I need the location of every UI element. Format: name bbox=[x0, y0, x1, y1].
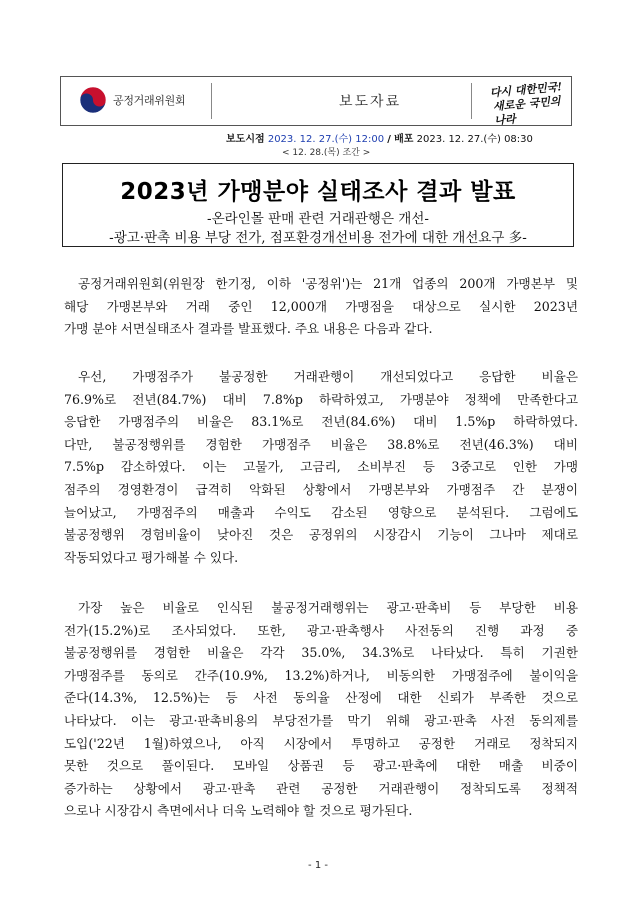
text-line: 가장 높은 비율로 인식된 불공정거래행위는 광고·판촉비 등 부당한 비용 bbox=[78, 600, 578, 615]
release-separator: / bbox=[387, 134, 391, 145]
distribution-value: 2023. 12. 27.(수) 08:30 bbox=[416, 134, 533, 145]
text-line: 가맹점주를 동의로 간주(10.9%, 13.2%)하거나, 비동의한 가맹점주에 불이익을 bbox=[64, 667, 578, 683]
page-title: 2023년 가맹분야 실태조사 결과 발표 bbox=[120, 179, 516, 205]
release-time-label: 보도시점 bbox=[226, 134, 265, 145]
paragraph-2 bbox=[64, 366, 578, 569]
text-line: 못한 것으로 풀이된다. 모바일 상품권 등 광고·판촉에 대한 매출 비중이 bbox=[64, 758, 578, 774]
page-number: - 1 - bbox=[308, 860, 328, 871]
text-line: 다만, 불공정행위를 경험한 가맹점주 비율은 38.8%로 전년(46.3%) 대비 bbox=[64, 436, 578, 452]
text-line: 공정거래위원회(위원장 한기정, 이하 '공정위')는 21개 업종의 200개 가맹본부 및 bbox=[78, 276, 578, 291]
paragraph-3 bbox=[64, 597, 578, 823]
org-name: 공정거래위원회 bbox=[113, 94, 186, 107]
text-line: 도입('22년 1월)하였으나, 아직 시장에서 투명하고 공정한 거래로 정착되지 bbox=[64, 735, 578, 751]
slogan-line1: 다시 대한민국! bbox=[489, 80, 563, 100]
text-line: 우선, 가맹점주가 불공정한 거래관행이 개선되었다고 응답한 비율은 bbox=[78, 369, 578, 384]
taegeuk-emblem-icon bbox=[79, 86, 107, 114]
slogan-line2: 새로운 국민의 나라 bbox=[492, 94, 562, 128]
text-line: 작동되었다고 평가해볼 수 있다. bbox=[64, 549, 239, 565]
text-line: 해당 가맹본부와 거래 중인 12,000개 가맹점을 대상으로 실시한 2023년 bbox=[64, 298, 578, 314]
text-line: 7.5%p 감소하였다. 이는 고물가, 고금리, 소비부진 등 3중고로 인한 가맹 bbox=[64, 459, 578, 475]
text-line: 증가하는 상황에서 광고·판촉 관련 공정한 거래관행이 정착되도록 정책적 bbox=[64, 780, 578, 796]
release-time-value: 2023. 12. 27.(수) 12:00 bbox=[267, 134, 385, 145]
paragraph-1 bbox=[64, 273, 578, 341]
distribution-label: 배포 bbox=[394, 134, 414, 145]
text-line: 76.9%로 전년(84.7%) 대비 7.8%p 하락하였고, 가맹분야 정책에 만족한다고 bbox=[64, 391, 578, 407]
org-logo bbox=[79, 86, 185, 114]
text-line: 나타났다. 이는 광고·판촉비용의 부당전가를 막기 위해 광고·판촉 사전 동의제를 bbox=[64, 712, 578, 728]
header-divider bbox=[211, 83, 212, 119]
doc-type-label: 보도자료 bbox=[339, 94, 402, 110]
release-info bbox=[226, 130, 533, 145]
text-line: 점주의 경영환경이 급격히 악화된 상황에서 가맹본부와 가맹점주 간 분쟁이 bbox=[64, 481, 578, 497]
text-line: 불공정행위를 경험한 비율은 각각 35.0%, 34.3%로 나타났다. 특히 기권한 bbox=[64, 645, 578, 661]
press-header bbox=[60, 76, 572, 126]
slogan bbox=[489, 80, 572, 129]
text-line: 으로나 시장감시 측면에서나 더욱 노력해야 할 것으로 평가된다. bbox=[64, 803, 413, 819]
embargo-note: < 12. 28.(목) 조간 > bbox=[282, 148, 371, 158]
text-line: 불공정행위 경험비율이 낮아진 것은 공정위의 시장감시 기능이 그나마 제대로 bbox=[64, 527, 578, 543]
header-divider bbox=[471, 83, 472, 119]
text-line: 응답한 가맹점주의 비율은 83.1%로 전년(84.6%) 대비 1.5%p 하락하였다. bbox=[64, 414, 578, 430]
text-line: 전가(15.2%)로 조사되었다. 또한, 광고·판촉행사 사전동의 진행 과정 중 bbox=[64, 622, 578, 638]
text-line: 늘어났고, 가맹점주의 매출과 수익도 감소된 영향으로 분석된다. 그럼에도 bbox=[64, 504, 578, 520]
subtitle-2: -광고·판촉 비용 부당 전가, 점포환경개선비용 전가에 대한 개선요구 多- bbox=[109, 230, 527, 246]
title-box bbox=[62, 163, 574, 247]
text-line: 가맹 분야 서면실태조사 결과를 발표했다. 주요 내용은 다음과 같다. bbox=[64, 321, 433, 337]
text-line: 준다(14.3%, 12.5%)는 등 사전 동의율 산정에 대한 신뢰가 부족한 것으로 bbox=[64, 690, 578, 706]
subtitle-1: -온라인몰 판매 관련 거래관행은 개선- bbox=[207, 211, 429, 227]
